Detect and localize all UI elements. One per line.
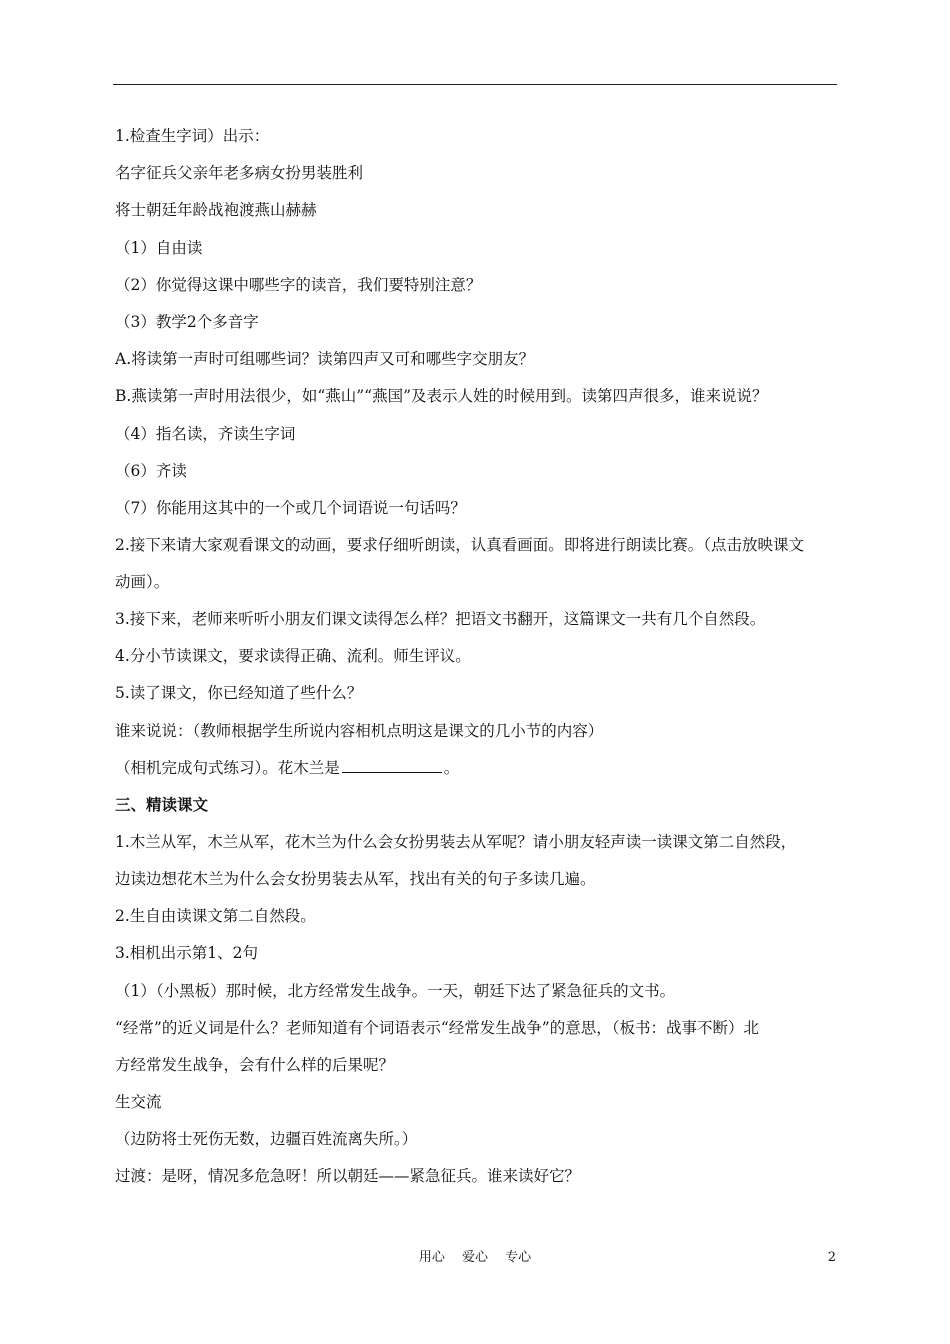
text-line: 生交流 <box>115 1092 162 1111</box>
text-line: （6）齐读 <box>115 461 187 480</box>
text-line: （4）指名读，齐读生字词 <box>115 424 296 443</box>
text-line: 5.读了课文，你已经知道了些什么？ <box>115 684 363 703</box>
page-footer <box>0 1248 950 1268</box>
text-line: 2.生自由读课文第二自然段。 <box>115 907 316 926</box>
fill-in-suffix: 。 <box>443 758 460 777</box>
paragraph-line: 1.木兰从军，木兰从军，花木兰为什么会女扮男装去从军呢？请小朋友轻声读一读课文第二自然段， <box>115 833 797 852</box>
page-number: 2 <box>827 1250 836 1265</box>
section-heading: 三、精读课文 <box>115 796 209 814</box>
paragraph-line: 方经常发生战争，会有什么样的后果呢？ <box>115 1055 395 1074</box>
paragraph-line: 2.接下来请大家观看课文的动画，要求仔细听朗读，认真看画面。即将进行朗读比赛。（点击放映课文 <box>115 536 805 555</box>
text-line: 3.接下来，老师来听听小朋友们课文读得怎么样？把语文书翻开，这篇课文一共有几个自然段。 <box>115 610 766 629</box>
text-line: B.燕读第一声时用法很少，如“燕山”“燕国”及表示人姓的时候用到。读第四声很多，谁来说说？ <box>115 387 768 406</box>
paragraph-line: “经常”的近义词是什么？老师知道有个词语表示“经常发生战争”的意思，（板书：战事不断）北 <box>115 1018 759 1037</box>
text-line: （7）你能用这其中的一个或几个词语说一句话吗？ <box>115 498 466 517</box>
text-line: 谁来说说：（教师根据学生所说内容相机点明这是课文的几小节的内容） <box>115 721 604 740</box>
paragraph <box>115 830 840 891</box>
paragraph-line: 动画）。 <box>115 573 170 592</box>
paragraph <box>115 533 840 594</box>
text-line: A.将读第一声时可组哪些词？读第四声又可和哪些字交朋友？ <box>115 350 535 369</box>
text-line: （1）（小黑板）那时候，北方经常发生战争。一天，朝廷下达了紧急征兵的文书。 <box>115 981 676 1000</box>
text-line: 过渡：是呀，情况多危急呀！所以朝廷——紧急征兵。谁来读好它？ <box>115 1167 581 1186</box>
text-line: 4.分小节读课文，要求读得正确、流利。师生评议。 <box>115 647 471 666</box>
fill-in-line <box>115 756 840 780</box>
footer-motto: 用心 爱心 专心 <box>418 1250 532 1265</box>
text-line: （边防将士死伤无数，边疆百姓流离失所。） <box>115 1129 418 1148</box>
text-line: 名字征兵父亲年老多病女扮男装胜利 <box>115 164 364 183</box>
fill-in-blank <box>342 757 442 773</box>
text-line: （2）你觉得这课中哪些字的读音，我们要特别注意？ <box>115 275 482 294</box>
text-line: （1）自由读 <box>115 238 203 257</box>
text-line: （3）教学2个多音字 <box>115 312 259 331</box>
document-body <box>115 124 840 1201</box>
header-rule <box>113 84 837 85</box>
paragraph-line: 边读边想花木兰为什么会女扮男装去从军，找出有关的句子多读几遍。 <box>115 870 596 889</box>
text-line: 1.检查生字词）出示： <box>115 127 270 145</box>
fill-in-prefix: （相机完成句式练习）。花木兰是 <box>115 758 340 777</box>
text-line: 将士朝廷年龄战袍渡燕山赫赫 <box>115 201 317 220</box>
text-line: 3.相机出示第1、2句 <box>115 944 259 963</box>
paragraph <box>115 1016 840 1077</box>
